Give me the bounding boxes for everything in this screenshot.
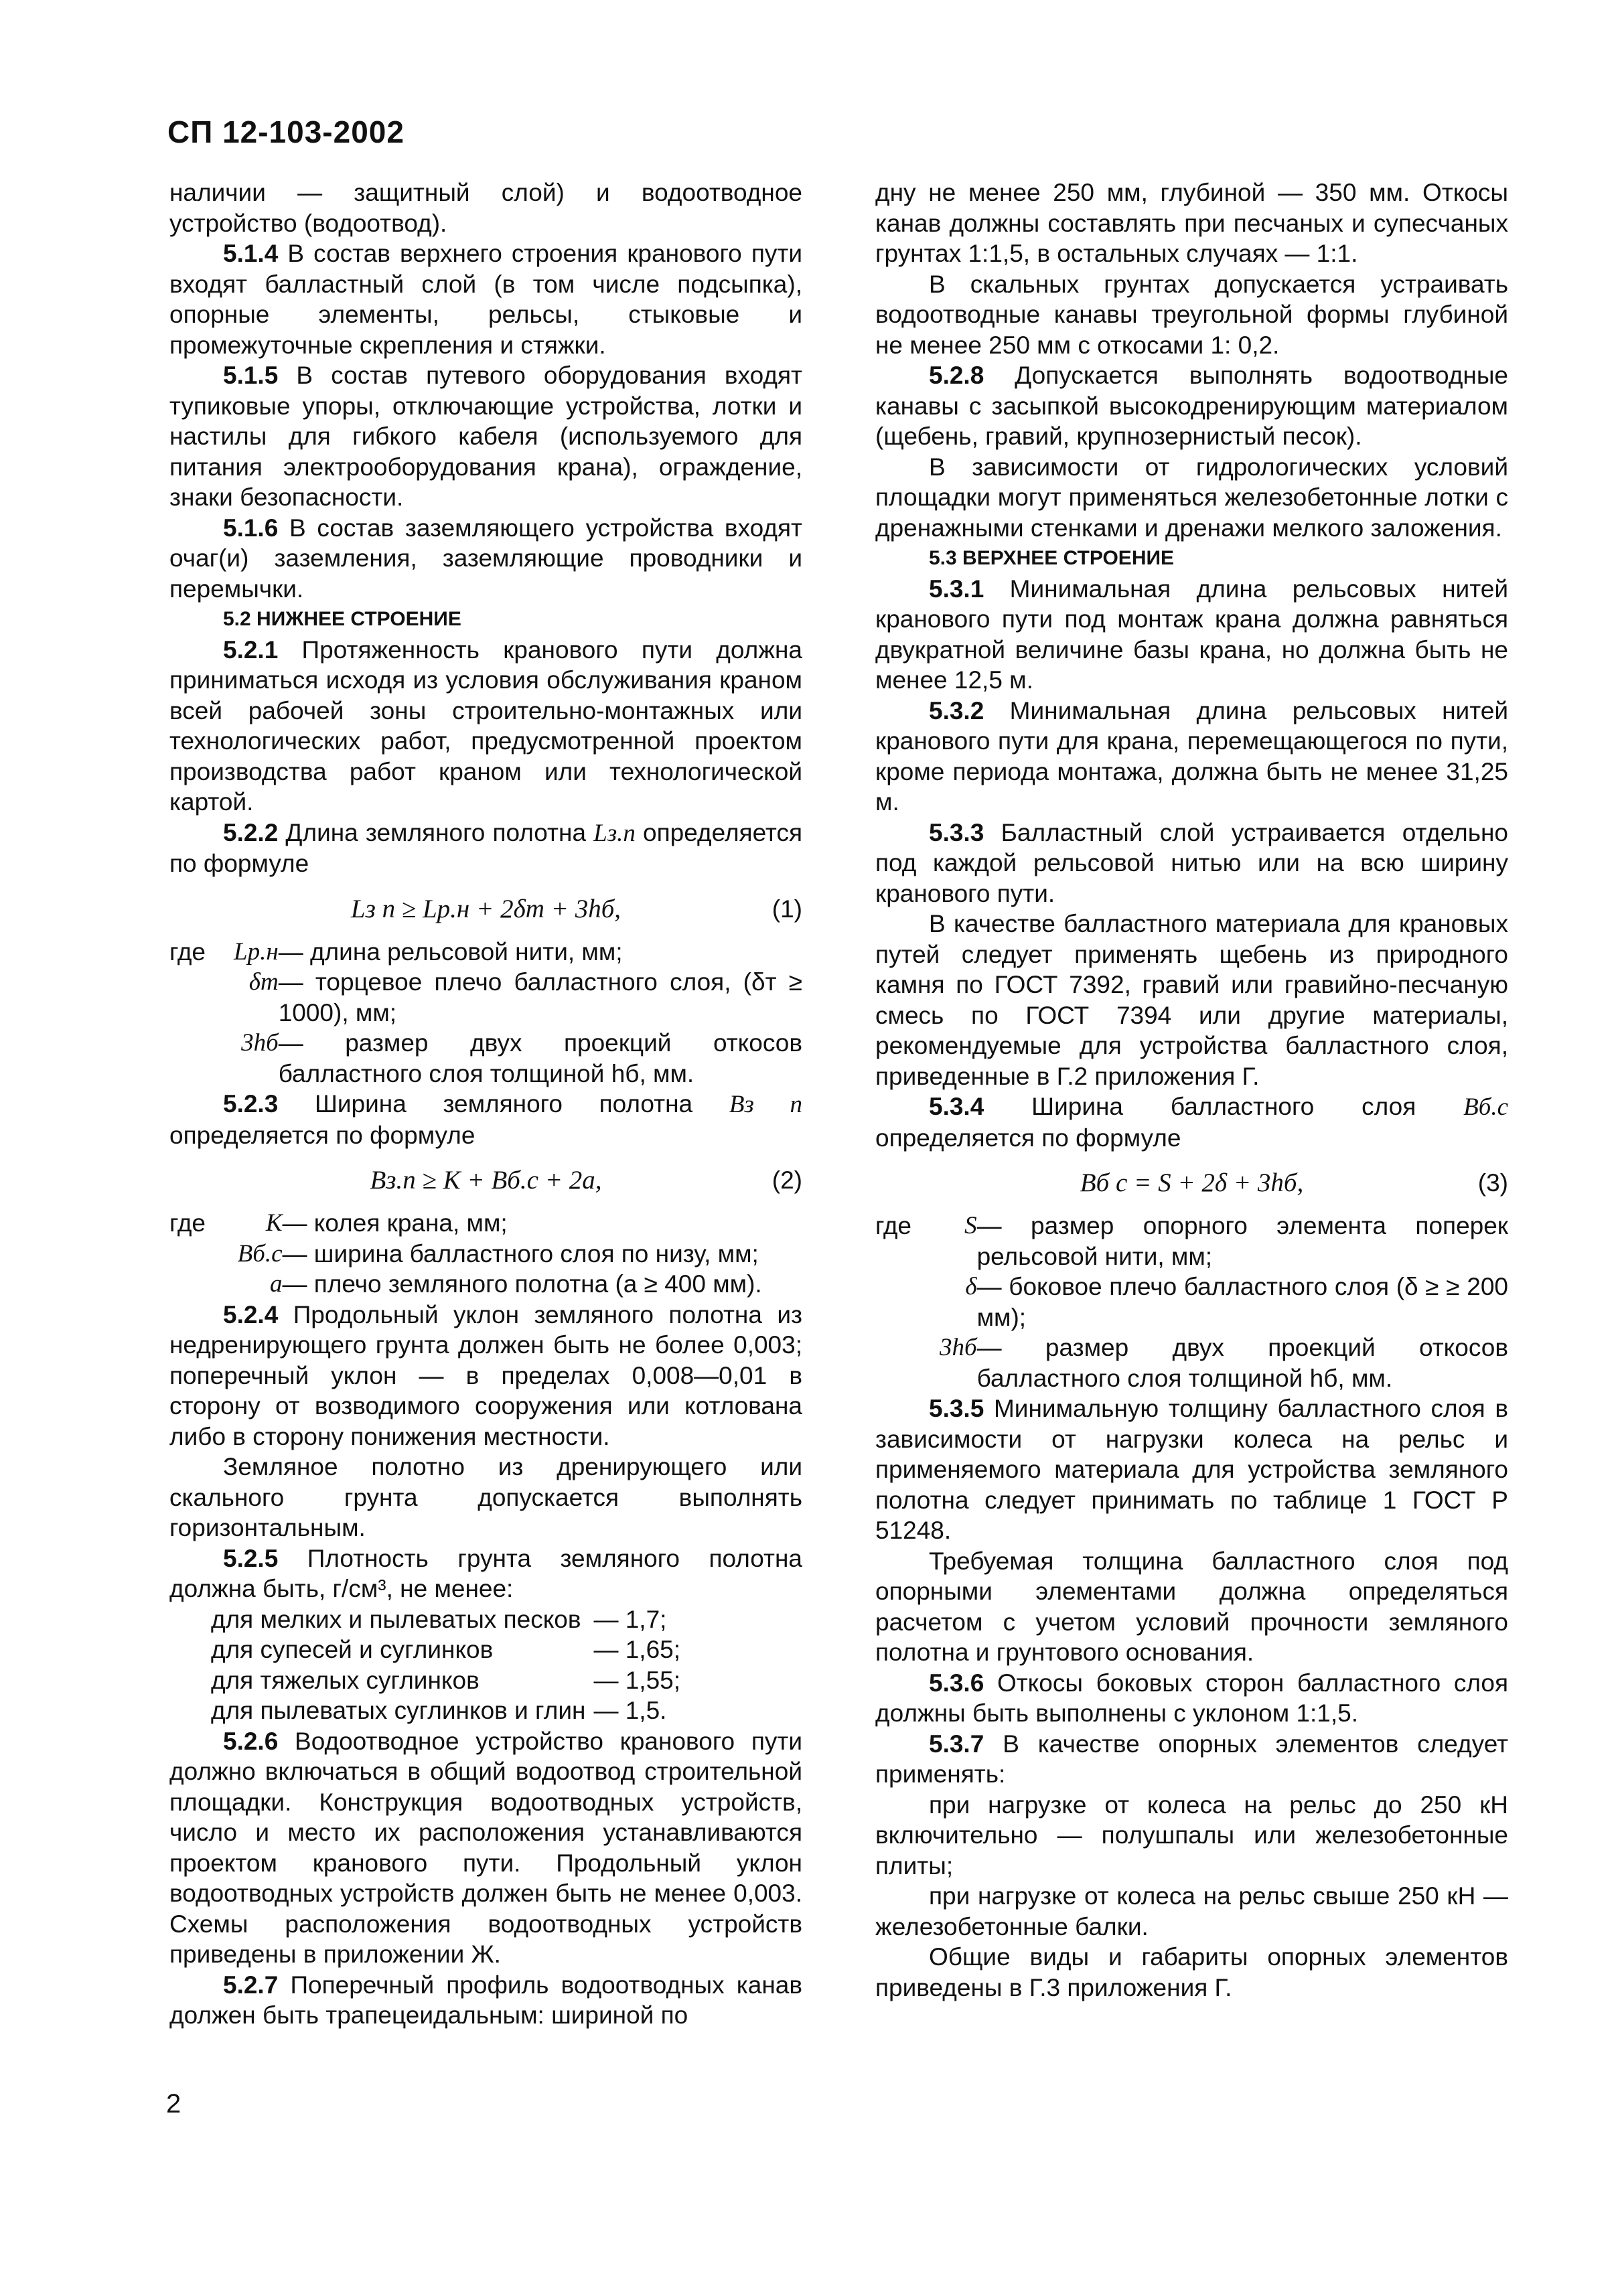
clause-5-2-7: 5.2.7 Поперечный профиль водоотводных канав должен быть трапецеидальным: шириной по	[169, 1971, 802, 2029]
clause-5-2-1: 5.2.1 Протяженность кранового пути должна приниматься исходя из условия обслуживания краном всей рабочей зоны строительно-монтажных или технологических работ, предусмотренной проектом производства работ краном или технологической картой.	[169, 635, 802, 816]
clause-5-1-5: 5.1.5 В состав путевого оборудования входят тупиковые упоры, отключающие устройства, лотки и настилы для гибкого кабеля (используемого для питания электрооборудования крана), ограждение, знаки безопасности.	[169, 362, 802, 511]
paragraph: В зависимости от гидрологических условий площадки могут применяться железобетонные лотки с дренажными стенками и дренажи мелкого заложения.	[875, 453, 1508, 542]
clause-5-3-6: 5.3.6 Откосы боковых сторон балластного слоя должны быть выполнены с уклоном 1:1,5.	[875, 1669, 1508, 1727]
formula-2: Bз.п ≥ K + Bб.с + 2a, (2)	[370, 1166, 802, 1195]
clause-5-3-4: 5.3.4 Ширина балластного слоя Bб.с определяется по формуле	[875, 1093, 1508, 1152]
paragraph: Земляное полотно из дренирующего или скального грунта допускается выполнять горизонтальным.	[169, 1453, 802, 1541]
paragraph: наличии — защитный слой) и водоотводное устройство (водоотвод).	[169, 179, 802, 237]
clause-5-2-2: 5.2.2 Длина земляного полотна Lз.п определяется по формуле	[169, 818, 802, 877]
paragraph: Требуемая толщина балластного слоя под опорными элементами должна определяться расчетом с учетом условий прочности земляного полотна и грунтового основания.	[875, 1547, 1508, 1666]
paragraph: Общие виды и габариты опорных элементов приведены в Г.3 приложения Г.	[875, 1943, 1508, 2001]
list-item: для супесей и суглинков — 1,65;	[211, 1636, 681, 1663]
paragraph: дну не менее 250 мм, глубиной — 350 мм. Откосы канав должны составлять при песчаных и супесчаных грунтах 1:1,5, в остальных случаях — 1:1.	[875, 179, 1508, 267]
clause-5-2-4: 5.2.4 Продольный уклон земляного полотна из недренирующего грунта должен быть не более 0,003; поперечный уклон — в пределах 0,008—0,01 в сторону от возводимого сооружения или котлована либо в сторону понижения местности.	[169, 1300, 802, 1450]
density-list	[211, 1604, 680, 1726]
clause-5-3-5: 5.3.5 Минимальную толщину балластного слоя в зависимости от нагрузки колеса на рельс и применяемого материала для устройства земляного полотна следует принимать по таблице 1 ГОСТ Р 51248.	[875, 1395, 1508, 1544]
paragraph: при нагрузке от колеса на рельс до 250 кН включительно — полушпалы или железобетонные плиты;	[875, 1790, 1508, 1880]
clause-5-2-8: 5.2.8 Допускается выполнять водоотводные канавы с засыпкой высокодренирующим материалом (щебень, гравий, крупнозернистый песок).	[875, 362, 1508, 450]
clause-5-2-3: 5.2.3 Ширина земляного полотна Bз п определяется по формуле	[169, 1090, 802, 1149]
clause-5-1-4: 5.1.4 В состав верхнего строения кранового пути входят балластный слой (в том числе подсыпка), опорные элементы, рельсы, стыковые и промежуточные скрепления и стяжки.	[169, 240, 802, 359]
clause-5-2-5: 5.2.5 Плотность грунта земляного полотна должна быть, г/см³, не менее:	[169, 1544, 802, 1602]
formula-2-legend: где K — колея крана, мм; Bб.с — ширина балластного слоя по низу, мм; a — плечо земляного полотна (a ≥ 400 мм).	[169, 1209, 762, 1298]
formula-3: Bб с = S + 2δ + 3hб, (3)	[1080, 1168, 1508, 1197]
section-heading: 5.3 ВЕРХНЕЕ СТРОЕНИЕ	[929, 547, 1175, 569]
clause-5-3-2: 5.3.2 Минимальная длина рельсовых нитей кранового пути для крана, перемещающегося по пути, кроме периода монтажа, должна быть не менее 31,25 м.	[875, 696, 1508, 816]
list-item: для тяжелых суглинков — 1,55;	[211, 1666, 681, 1694]
left-column	[169, 177, 802, 2031]
list-item: для мелких и пылеватых песков — 1,7;	[211, 1605, 667, 1633]
paragraph: при нагрузке от колеса на рельс свыше 250 кН — железобетонные балки.	[875, 1882, 1508, 1940]
formula-1: Lз п ≥ Lр.н + 2δт + 3hб, (1)	[350, 894, 802, 923]
section-heading: 5.2 НИЖНЕЕ СТРОЕНИЕ	[223, 608, 461, 630]
paragraph: В скальных грунтах допускается устраивать водоотводные канавы треугольной формы глубиной не менее 250 мм с откосами 1: 0,2.	[875, 270, 1508, 359]
paragraph: В качестве балластного материала для крановых путей следует применять щебень из природного камня по ГОСТ 7392, гравий или гравийно-песчаную смесь по ГОСТ 7394 или другие материалы, рекомендуемые для устройства балластного слоя, приведенные в Г.2 приложения Г.	[875, 910, 1508, 1090]
document-header: СП 12-103-2002	[167, 114, 405, 149]
list-item: для пылеватых суглинков и глин — 1,5.	[211, 1697, 667, 1724]
formula-3-legend: где S — размер опорного элемента поперек рельсовой нити, мм; δ — боковое плечо балластного слоя (δ ≥ ≥ 200 мм); 3hб — размер двух проекций откосов балластного слоя толщиной hб, мм.	[875, 1212, 1508, 1392]
right-column	[875, 177, 1508, 2003]
clause-5-3-7: 5.3.7 В качестве опорных элементов следует применять:	[875, 1730, 1508, 1788]
formula-1-legend: где Lр.н — длина рельсовой нити, мм; δт — торцевое плечо балластного слоя, (δт ≥ 1000), мм; 3hб — размер двух проекций откосов балластного слоя толщиной hб, мм.	[169, 937, 802, 1087]
clause-5-2-6: 5.2.6 Водоотводное устройство кранового пути должно включаться в общий водоотвод строительной площадки. Конструкция водоотводных устройств, число и место их расположения устанавливаются проектом кранового пути. Продольный уклон водоотводных устройств должен быть не менее 0,003. Схемы расположения водоотводных устройств приведены в приложении Ж.	[169, 1727, 802, 1968]
clause-5-3-3: 5.3.3 Балластный слой устраивается отдельно под каждой рельсовой нитью или на всю ширину кранового пути.	[875, 818, 1508, 907]
page-number: 2	[166, 2089, 181, 2119]
clause-5-3-1: 5.3.1 Минимальная длина рельсовых нитей кранового пути под монтаж крана должна равняться двукратной величине базы крана, но должна быть не менее 12,5 м.	[875, 575, 1508, 694]
clause-5-1-6: 5.1.6 В состав заземляющего устройства входят очаг(и) заземления, заземляющие проводники и перемычки.	[169, 514, 802, 603]
